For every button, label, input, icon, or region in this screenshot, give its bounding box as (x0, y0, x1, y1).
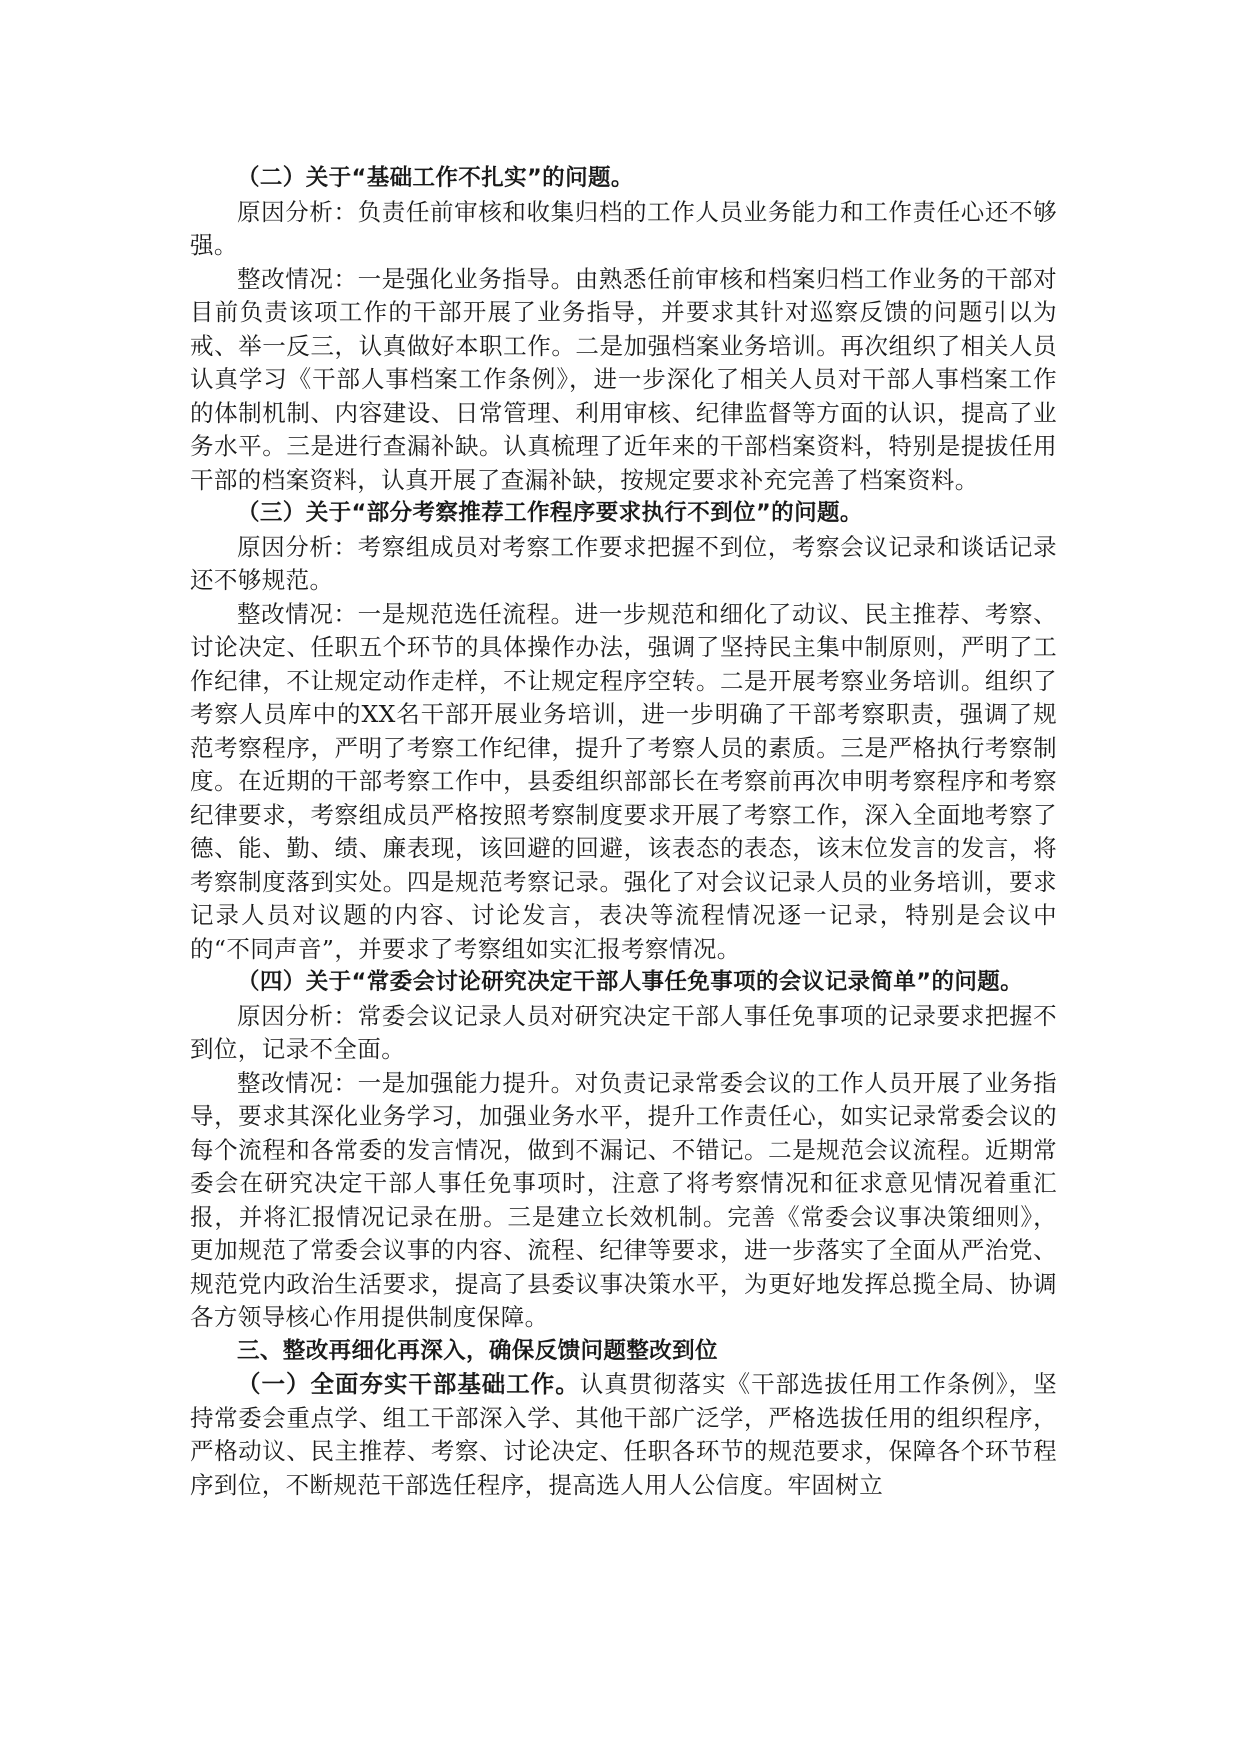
measure-lead: （一）全面夯实干部基础工作。 (237, 1370, 580, 1398)
document-page (190, 162, 1057, 1502)
cause-analysis-3: 原因分析：考察组成员对考察工作要求把握不到位，考察会议记录和谈话记录还不够规范。 (190, 532, 1057, 594)
chapter-heading-3: 三、整改再细化再深入，确保反馈问题整改到位 (237, 1337, 718, 1364)
rectification-3: 整改情况：一是规范选任流程。进一步规范和细化了动议、民主推荐、考察、讨论决定、任职五个环节的具体操作办法，强调了坚持民主集中制原则，严明了工作纪律，不让规定动作走样，不让规定程序空转。二是开展考察业务培训。组织了考察人员库中的XX名干部开展业务培训，进一步明确了干部考察职责，强调了规范考察程序，严明了考察工作纪律，提升了考察人员的素质。三是严格执行考察制度。在近期的干部考察工作中，县委组织部部长在考察前再次申明考察程序和考察纪律要求，考察组成员严格按照考察制度要求开展了考察工作，深入全面地考察了德、能、勤、绩、廉表现，该回避的回避，该表态的表态，该末位发言的发言，将考察制度落到实处。四是规范考察记录。强化了对会议记录人员的业务培训，要求记录人员对议题的内容、讨论发言，表决等流程情况逐一记录，特别是会议中的“不同声音”，并要求了考察组如实汇报考察情况。 (190, 599, 1057, 963)
measure-text: 认真贯彻落实《干部选拔任用工作条例》，坚持常委会重点学、组工干部深入学、其他干部广泛学，严格选拔任用的组织程序，严格动议、民主推荐、考察、讨论决定、任职各环节的规范要求，保障各个环节程序到位，不断规范干部选任程序，提高选人用人公信度。牢固树立 (190, 1370, 1058, 1499)
cause-analysis-4: 原因分析：常委会议记录人员对研究决定干部人事任免事项的记录要求把握不到位，记录不全面。 (190, 1001, 1057, 1063)
section-heading-4: （四）关于“常委会讨论研究决定干部人事任免事项的会议记录简单”的问题。 (237, 969, 1024, 995)
section-heading-3: （三）关于“部分考察推荐工作程序要求执行不到位”的问题。 (237, 500, 863, 526)
rectification-2: 整改情况：一是强化业务指导。由熟悉任前审核和档案归档工作业务的干部对目前负责该项工作的干部开展了业务指导，并要求其针对巡察反馈的问题引以为戒、举一反三，认真做好本职工作。二是加强档案业务培训。再次组织了相关人员认真学习《干部人事档案工作条例》，进一步深化了相关人员对干部人事档案工作的体制机制、内容建设、日常管理、利用审核、纪律监督等方面的认识，提高了业务水平。三是进行查漏补缺。认真梳理了近年来的干部档案资料，特别是提拔任用干部的档案资料，认真开展了查漏补缺，按规定要求补充完善了档案资料。 (190, 264, 1057, 494)
measure-paragraph-1 (190, 1368, 1057, 1502)
cause-analysis-2: 原因分析：负责任前审核和收集归档的工作人员业务能力和工作责任心还不够强。 (190, 197, 1057, 259)
section-heading-2: （二）关于“基础工作不扎实”的问题。 (237, 165, 634, 191)
rectification-4: 整改情况：一是加强能力提升。对负责记录常委会议的工作人员开展了业务指导，要求其深化业务学习，加强业务水平，提升工作责任心，如实记录常委会议的每个流程和各常委的发言情况，做到不漏记、不错记。二是规范会议流程。近期常委会在研究决定干部人事任免事项时，注意了将考察情况和征求意见情况着重汇报，并将汇报情况记录在册。三是建立长效机制。完善《常委会议事决策细则》，更加规范了常委会议事的内容、流程、纪律等要求，进一步落实了全面从严治党、规范党内政治生活要求，提高了县委议事决策水平，为更好地发挥总揽全局、协调各方领导核心作用提供制度保障。 (190, 1068, 1057, 1331)
